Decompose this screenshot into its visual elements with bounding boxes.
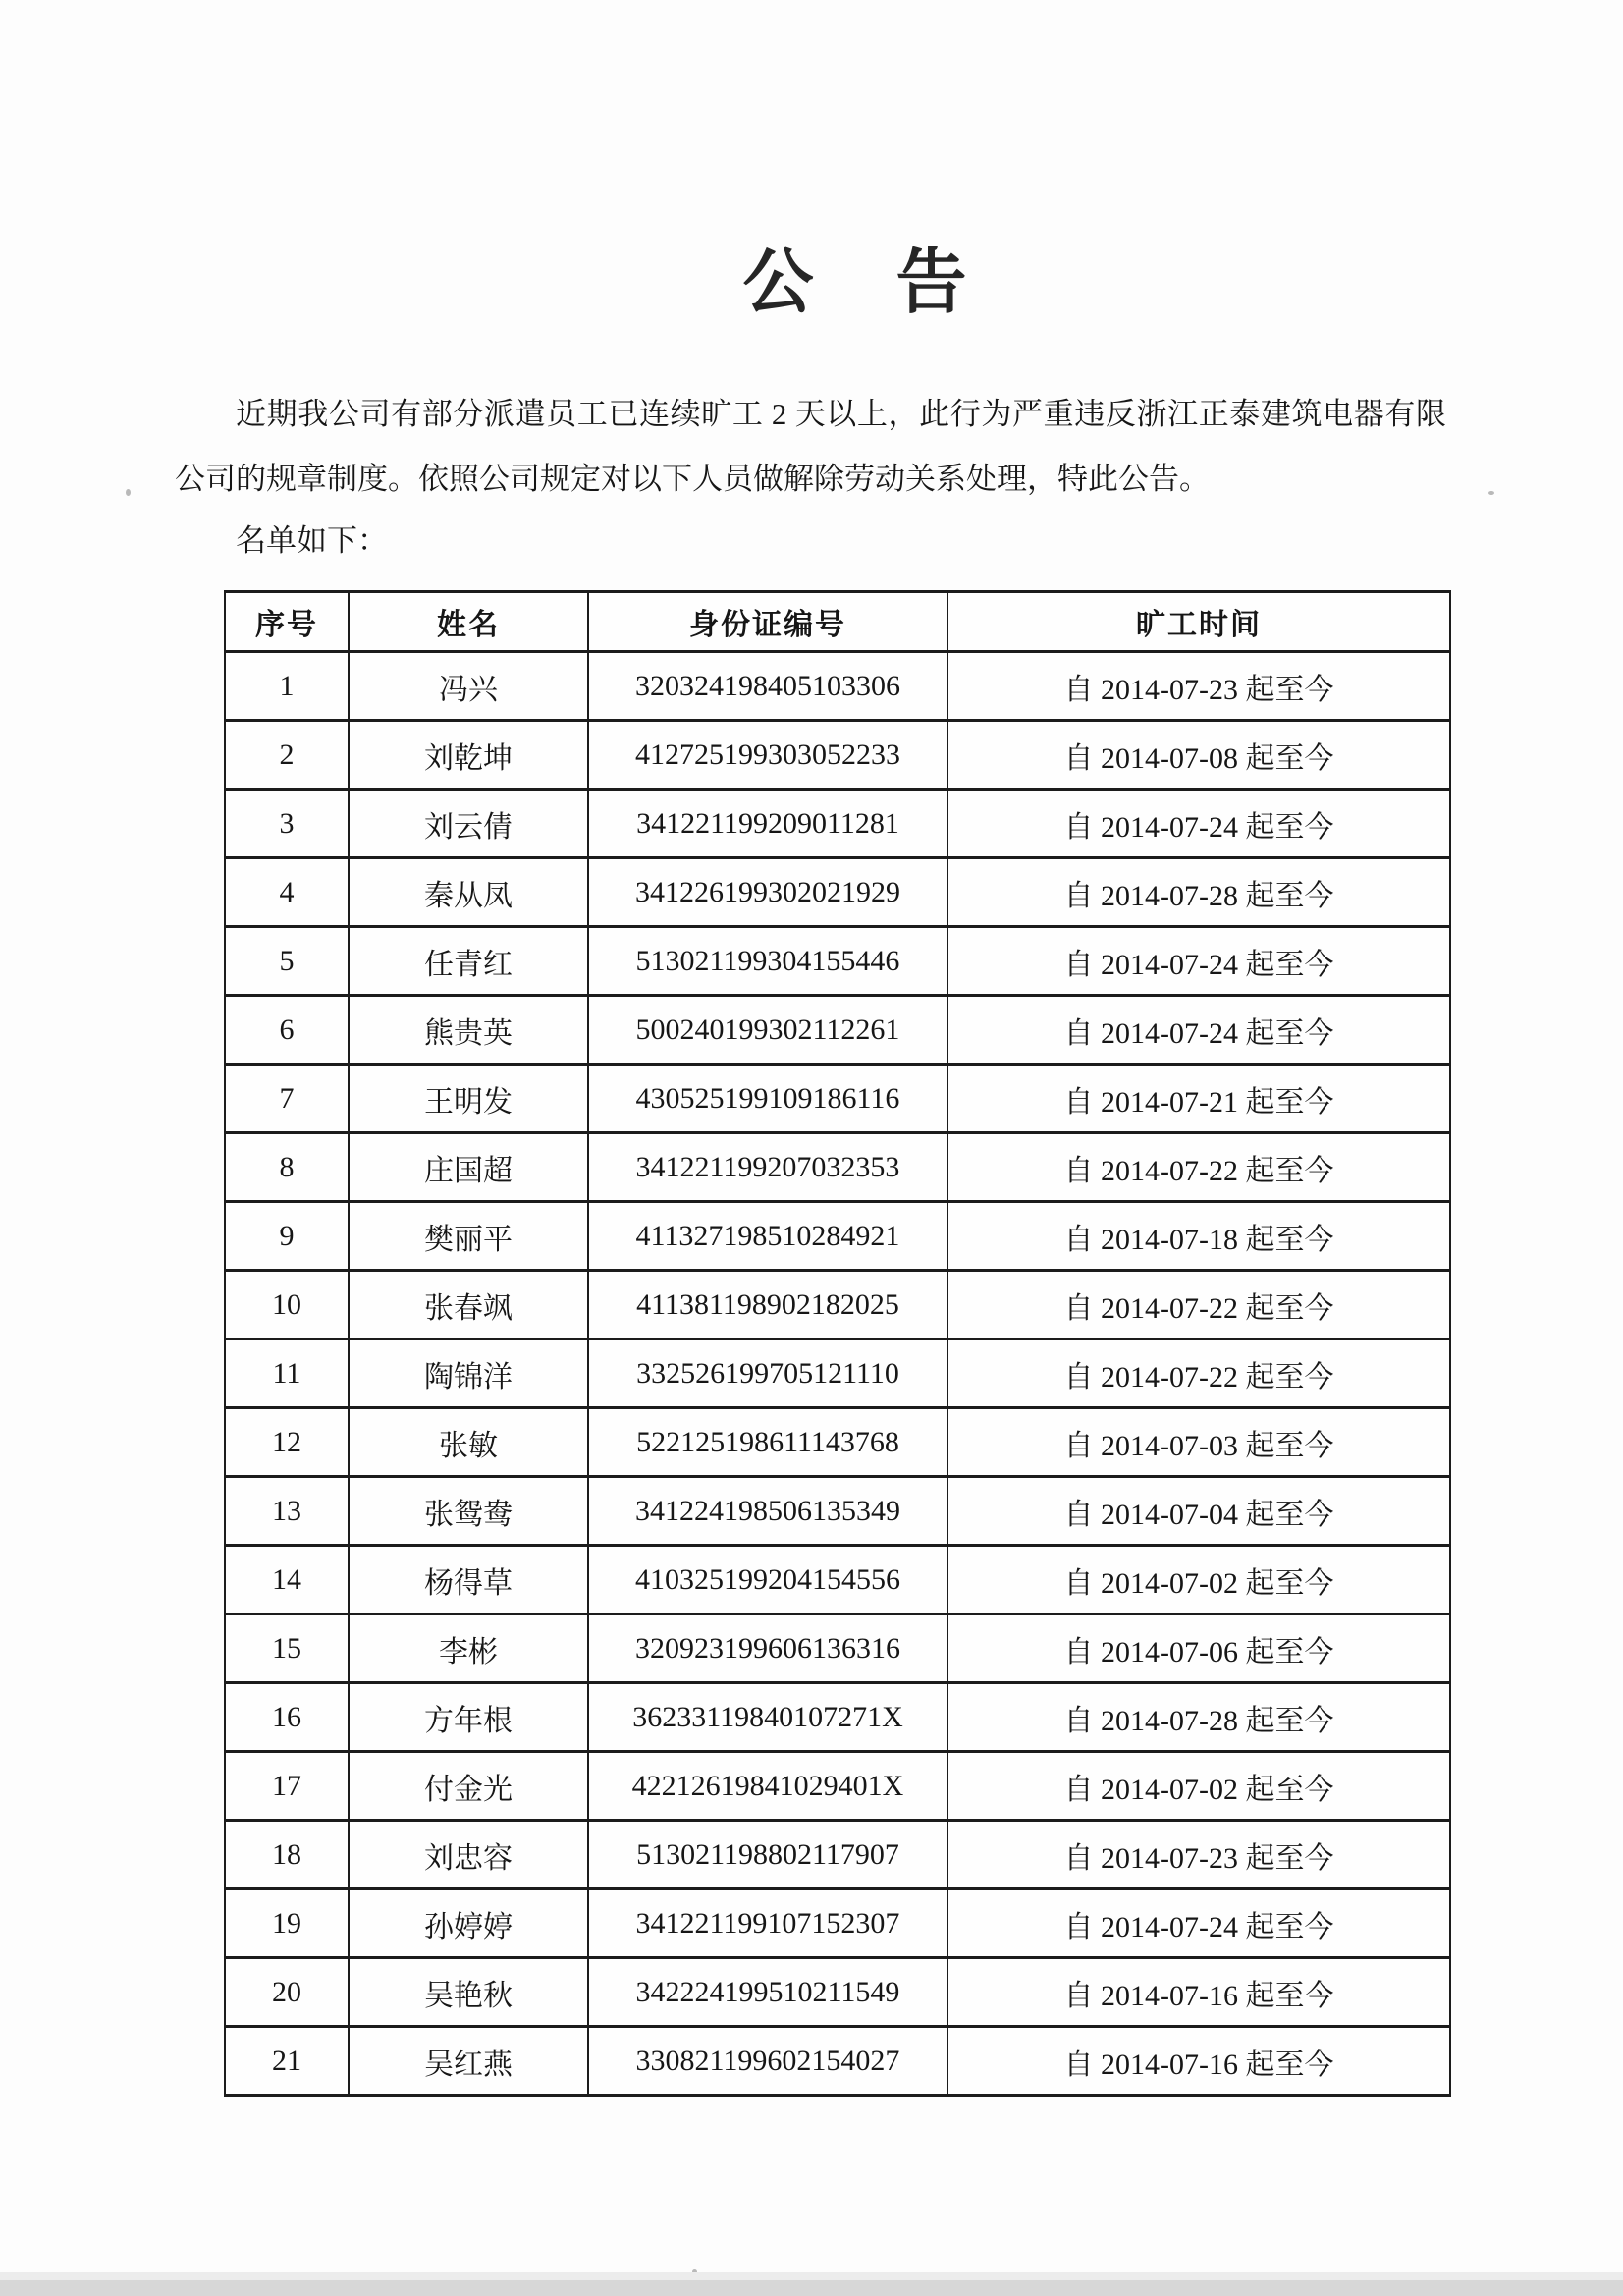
column-header-period: 旷工时间 [947, 592, 1450, 652]
row-number-cell: 7 [225, 1065, 349, 1133]
absence-period-cell: 自 2014-07-24 起至今 [947, 1889, 1450, 1958]
page-edge-shadow-dark [0, 2280, 1623, 2296]
id-number-cell: 42212619841029401X [588, 1752, 947, 1821]
name-cell: 方年根 [349, 1683, 588, 1752]
row-number-cell: 3 [225, 790, 349, 858]
absence-period-cell: 自 2014-07-03 起至今 [947, 1408, 1450, 1477]
id-number-cell: 341221199209011281 [588, 790, 947, 858]
table-row [225, 790, 1450, 858]
id-number-cell: 341221199107152307 [588, 1889, 947, 1958]
id-number-cell: 332526199705121110 [588, 1339, 947, 1408]
row-number-cell: 6 [225, 996, 349, 1065]
table-row [225, 1477, 1450, 1546]
table-row [225, 652, 1450, 721]
page-title: 公 告 [742, 244, 971, 322]
absence-period-cell: 自 2014-07-23 起至今 [947, 1821, 1450, 1889]
row-number-cell: 2 [225, 721, 349, 790]
name-cell: 李彬 [349, 1614, 588, 1683]
table-row [225, 2027, 1450, 2096]
id-number-cell: 412725199303052233 [588, 721, 947, 790]
name-cell: 熊贵英 [349, 996, 588, 1065]
absence-period-cell: 自 2014-07-24 起至今 [947, 790, 1450, 858]
row-number-cell: 19 [225, 1889, 349, 1958]
absence-period-cell: 自 2014-07-23 起至今 [947, 652, 1450, 721]
absence-period-cell: 自 2014-07-16 起至今 [947, 1958, 1450, 2027]
row-number-cell: 15 [225, 1614, 349, 1683]
absence-period-cell: 自 2014-07-24 起至今 [947, 996, 1450, 1065]
name-cell: 任青红 [349, 927, 588, 996]
id-number-cell: 320923199606136316 [588, 1614, 947, 1683]
table-row [225, 1752, 1450, 1821]
row-number-cell: 21 [225, 2027, 349, 2096]
absence-period-cell: 自 2014-07-24 起至今 [947, 927, 1450, 996]
name-cell: 樊丽平 [349, 1202, 588, 1271]
name-cell: 吴红燕 [349, 2027, 588, 2096]
name-cell: 付金光 [349, 1752, 588, 1821]
table-row [225, 1821, 1450, 1889]
absence-period-cell: 自 2014-07-02 起至今 [947, 1546, 1450, 1614]
table-header-row [225, 592, 1450, 652]
row-number-cell: 5 [225, 927, 349, 996]
list-intro: 名单如下： [236, 523, 388, 559]
table-row [225, 1889, 1450, 1958]
id-number-cell: 410325199204154556 [588, 1546, 947, 1614]
id-number-cell: 341224198506135349 [588, 1477, 947, 1546]
id-number-cell: 500240199302112261 [588, 996, 947, 1065]
dismissal-table [224, 590, 1451, 2097]
absence-period-cell: 自 2014-07-06 起至今 [947, 1614, 1450, 1683]
table-row [225, 996, 1450, 1065]
name-cell: 杨得草 [349, 1546, 588, 1614]
row-number-cell: 4 [225, 858, 349, 927]
scan-speck [1488, 491, 1494, 495]
name-cell: 秦从凤 [349, 858, 588, 927]
absence-period-cell: 自 2014-07-22 起至今 [947, 1271, 1450, 1339]
row-number-cell: 14 [225, 1546, 349, 1614]
table-row [225, 1683, 1450, 1752]
name-cell: 张敏 [349, 1408, 588, 1477]
id-number-cell: 522125198611143768 [588, 1408, 947, 1477]
name-cell: 庄国超 [349, 1133, 588, 1202]
id-number-cell: 342224199510211549 [588, 1958, 947, 2027]
absence-period-cell: 自 2014-07-02 起至今 [947, 1752, 1450, 1821]
id-number-cell: 36233119840107271X [588, 1683, 947, 1752]
absence-period-cell: 自 2014-07-22 起至今 [947, 1133, 1450, 1202]
row-number-cell: 11 [225, 1339, 349, 1408]
id-number-cell: 430525199109186116 [588, 1065, 947, 1133]
table-row [225, 1614, 1450, 1683]
table-row [225, 1408, 1450, 1477]
table-row [225, 1271, 1450, 1339]
id-number-cell: 513021198802117907 [588, 1821, 947, 1889]
column-header-name: 姓名 [349, 592, 588, 652]
table-row [225, 1133, 1450, 1202]
row-number-cell: 17 [225, 1752, 349, 1821]
absence-period-cell: 自 2014-07-04 起至今 [947, 1477, 1450, 1546]
row-number-cell: 16 [225, 1683, 349, 1752]
row-number-cell: 12 [225, 1408, 349, 1477]
table-body [225, 652, 1450, 2096]
name-cell: 张春飒 [349, 1271, 588, 1339]
name-cell: 刘乾坤 [349, 721, 588, 790]
name-cell: 吴艳秋 [349, 1958, 588, 2027]
absence-period-cell: 自 2014-07-28 起至今 [947, 858, 1450, 927]
id-number-cell: 411381198902182025 [588, 1271, 947, 1339]
scan-speck [126, 489, 131, 496]
row-number-cell: 20 [225, 1958, 349, 2027]
name-cell: 张鸳鸯 [349, 1477, 588, 1546]
table-row [225, 858, 1450, 927]
page-edge-shadow-light [0, 2272, 1623, 2280]
row-number-cell: 1 [225, 652, 349, 721]
table-row [225, 927, 1450, 996]
name-cell: 孙婷婷 [349, 1889, 588, 1958]
table-row [225, 1339, 1450, 1408]
absence-period-cell: 自 2014-07-22 起至今 [947, 1339, 1450, 1408]
row-number-cell: 13 [225, 1477, 349, 1546]
table-row [225, 1546, 1450, 1614]
column-header-index: 序号 [225, 592, 349, 652]
absence-period-cell: 自 2014-07-16 起至今 [947, 2027, 1450, 2096]
name-cell: 冯兴 [349, 652, 588, 721]
row-number-cell: 18 [225, 1821, 349, 1889]
row-number-cell: 9 [225, 1202, 349, 1271]
absence-period-cell: 自 2014-07-18 起至今 [947, 1202, 1450, 1271]
name-cell: 刘忠容 [349, 1821, 588, 1889]
notice-paragraph: 近期我公司有部分派遣员工已连续旷工 2 天以上，此行为严重违反浙江正泰建筑电器有限公司的规章制度。依照公司规定对以下人员做解除劳动关系处理，特此公告。 [175, 397, 1446, 497]
table-row [225, 1202, 1450, 1271]
table-row [225, 1958, 1450, 2027]
id-number-cell: 411327198510284921 [588, 1202, 947, 1271]
absence-period-cell: 自 2014-07-21 起至今 [947, 1065, 1450, 1133]
id-number-cell: 513021199304155446 [588, 927, 947, 996]
row-number-cell: 10 [225, 1271, 349, 1339]
row-number-cell: 8 [225, 1133, 349, 1202]
name-cell: 陶锦洋 [349, 1339, 588, 1408]
absence-period-cell: 自 2014-07-28 起至今 [947, 1683, 1450, 1752]
table-row [225, 721, 1450, 790]
name-cell: 刘云倩 [349, 790, 588, 858]
id-number-cell: 330821199602154027 [588, 2027, 947, 2096]
id-number-cell: 341226199302021929 [588, 858, 947, 927]
id-number-cell: 320324198405103306 [588, 652, 947, 721]
id-number-cell: 341221199207032353 [588, 1133, 947, 1202]
name-cell: 王明发 [349, 1065, 588, 1133]
column-header-id: 身份证编号 [588, 592, 947, 652]
absence-period-cell: 自 2014-07-08 起至今 [947, 721, 1450, 790]
table-row [225, 1065, 1450, 1133]
